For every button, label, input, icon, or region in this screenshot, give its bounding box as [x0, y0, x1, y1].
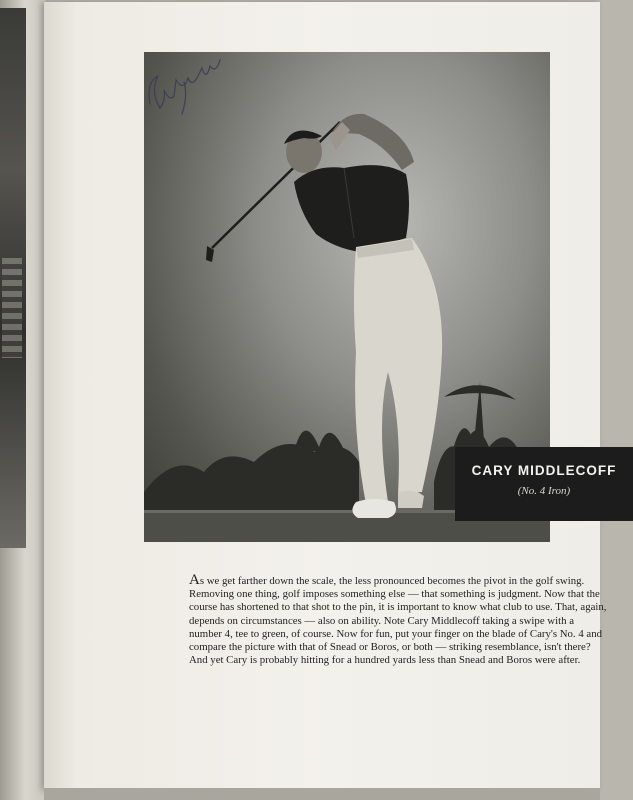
golfer-shirt [294, 165, 409, 252]
golfer-trousers [354, 238, 442, 504]
golfer-shoe-left [352, 499, 396, 518]
previous-page-edge [0, 0, 46, 800]
previous-page-photo [0, 8, 26, 548]
drop-initial: A [189, 572, 200, 588]
golfer-arms [332, 114, 414, 170]
caption-subtitle: (No. 4 Iron) [517, 485, 571, 497]
caption-box [455, 447, 633, 521]
page-bottom-edge [44, 788, 600, 800]
autograph-signature [144, 52, 234, 122]
article-text: s we get farther down the scale, the less pronounced becomes the pivot in the golf swing. Removing one thing, golf imposes something else — that something is judgment. Now that the course has shortened to that shot to the pin, it is important to know what club to use. That, again, depends on circumstances — also on ability. Note Cary Middlecoff taking a swipe with a number 4, tee to green, of course. Now for fun, put your finger on the blade of Cary's No. 4 and compare the picture with that of Snead or Boros, or both — striking resemblance, isn't there? And yet Cary is probably hitting for a hundred yards less than Snead and Boros were after. [189, 575, 607, 667]
magazine-page [44, 2, 617, 790]
article-paragraph [189, 574, 609, 667]
caption-name: CARY MIDDLECOFF [471, 463, 617, 478]
golfer-shoe-right [398, 491, 424, 508]
